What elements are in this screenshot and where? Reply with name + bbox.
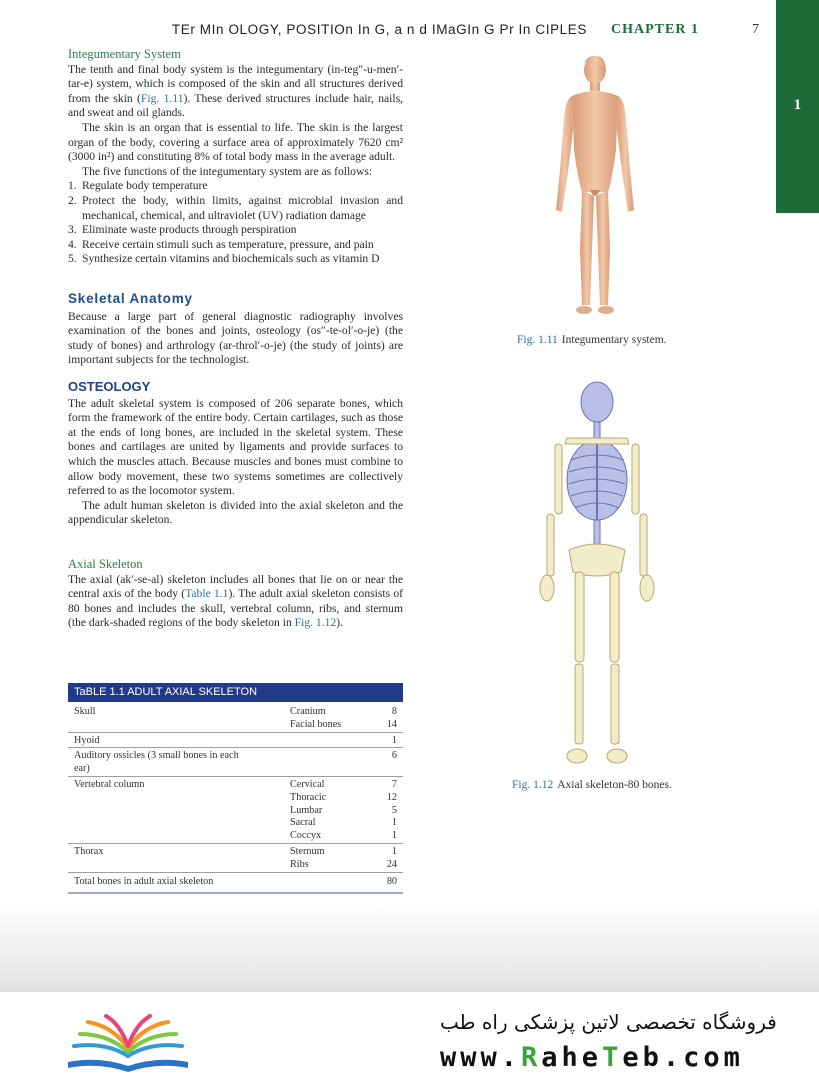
left-femur-shape: [575, 572, 584, 662]
skeletal-paragraph: Because a large part of general diagnostic radiography involves examination of the bones and joints, osteology (os″-te-ol′-o-je) (the study of bones) and arthrology (ar-throl′-o-je) (the study of joints) are important subjects for the technologist.: [68, 309, 403, 367]
skeletal-heading: Skeletal Anatomy: [68, 291, 193, 306]
table-cell: 5: [391, 804, 397, 816]
url-part: T: [602, 1042, 623, 1073]
integumentary-paragraph-3: The five functions of the integumentary system are as follows:: [82, 164, 373, 178]
table-cell: Thorax: [68, 843, 284, 858]
osteology-paragraph-1: The adult skeletal system is composed of 206 separate bones, which form the framework of the entire body. Certain cartilages, such as those at the ends of long bones, are included in the skeletal system. These bones and cartilages are united by ligaments and provide surfaces to which the muscles attach. Because muscles and bones must combine to allow body movement, these two systems sometimes are collectively referred to as the locomotor system.: [68, 396, 403, 498]
neck-shape: [590, 82, 600, 91]
left-foot-shape: [576, 306, 592, 314]
url-part: R: [521, 1042, 542, 1073]
list-text: Eliminate waste products through perspiration: [82, 223, 297, 237]
text-run: The axial (ak′-se-al) skeleton includes all bones that lie on or near the central axis of the body (: [68, 572, 403, 601]
table-cell: Sacral: [290, 817, 316, 829]
integumentary-figure: [540, 50, 650, 325]
right-hand-shape: [640, 575, 654, 601]
axial-skeleton-table: [68, 683, 403, 894]
right-humerus-shape: [632, 444, 639, 514]
right-foot-shape: [598, 306, 614, 314]
right-tibia-shape: [611, 664, 619, 744]
table-body: [68, 702, 403, 894]
right-leg-shape: [596, 190, 610, 305]
figure-caption-text: Integumentary system.: [561, 334, 667, 346]
table-row: [68, 706, 403, 719]
fig-1-12-caption: [512, 779, 672, 791]
integumentary-paragraph-1: [68, 63, 403, 121]
table-cell: 14: [386, 718, 397, 730]
left-tibia-shape: [575, 664, 583, 744]
table-row: [68, 748, 403, 777]
table-cell: Coccyx: [290, 830, 322, 842]
left-leg-shape: [580, 190, 594, 305]
store-url[interactable]: [440, 1042, 744, 1073]
figure-label: Fig. 1.12: [512, 779, 554, 791]
table-cell: Sternum: [284, 843, 357, 858]
table-row: [68, 843, 403, 858]
store-name: فروشگاه تخصصی لاتین پزشکی راه طب: [440, 1010, 777, 1034]
right-femur-shape: [610, 572, 619, 662]
right-foot-bones-shape: [607, 749, 627, 763]
osteology-heading: OSTEOLOGY: [68, 379, 151, 394]
cervical-spine-shape: [594, 422, 600, 440]
table-cell: Vertebral column: [68, 776, 284, 791]
list-item: [68, 194, 403, 223]
text-run: ).: [336, 616, 343, 630]
url-part: eb.com: [622, 1042, 744, 1073]
table-cell: 1: [391, 817, 397, 829]
fig-1-11-link[interactable]: Fig. 1.11: [140, 91, 184, 105]
left-forearm-shape: [547, 514, 554, 576]
osteology-paragraph-2: The adult human skeleton is divided into the axial skeleton and the appendicular skeleton.: [68, 498, 403, 527]
page-number: 7: [752, 22, 759, 37]
list-number: 1.: [68, 179, 77, 193]
table-cell: 24: [386, 858, 397, 870]
osteology-section: [68, 380, 403, 528]
table-cell: Cranium: [290, 706, 326, 717]
table-cell: 7: [357, 776, 403, 791]
skull-shape: [581, 382, 613, 422]
integumentary-paragraph-2: The skin is an organ that is essential to life. The skin is the largest organ of the body, covering a surface area of approximately 7620 cm² (3000 in²) and constituting 8% of total body mass in the average adult.: [68, 120, 403, 164]
list-item: [68, 179, 403, 194]
right-forearm-shape: [640, 514, 647, 576]
table-cell: 1: [357, 732, 403, 748]
list-item: [68, 252, 403, 267]
table-cell: Facial bones: [290, 718, 342, 730]
table-cell: Lumbar: [290, 804, 323, 816]
torso-shape: [572, 91, 618, 192]
clavicles-shape: [565, 438, 629, 444]
text-run: The tenth and final body system is the integumentary (in-teg″-u-men′-tar-e) system, which is composed of the skin and all structures derived from the skin (: [68, 62, 403, 105]
left-hand-shape: [540, 575, 554, 601]
list-number: 3.: [68, 223, 77, 237]
chapter-label: CHAPTER 1: [611, 22, 699, 37]
list-number: 2.: [68, 193, 77, 207]
integumentary-heading: Integumentary System: [68, 47, 181, 61]
table-cell: 8: [391, 706, 397, 717]
table-row: [68, 719, 403, 732]
table-cell: 6: [357, 748, 403, 777]
table-total-row: [68, 872, 403, 893]
url-part: ahe: [541, 1042, 603, 1073]
chapter-tab-number: 1: [793, 97, 802, 113]
axial-paragraph: [68, 573, 403, 631]
right-arm-shape: [617, 96, 634, 212]
figure-label: Fig. 1.11: [517, 334, 558, 346]
fig-1-11-caption: [517, 334, 667, 346]
chapter-tab: [776, 0, 819, 213]
table-row: [68, 805, 403, 818]
table-1-1-link[interactable]: Table 1.1: [185, 587, 229, 601]
skeleton-figure: [525, 380, 670, 772]
left-arm-shape: [556, 96, 573, 212]
table-cell: Total bones in adult axial skeleton: [68, 872, 357, 893]
table-row: [68, 776, 403, 791]
text-run: ). These derived structures include hair, nails, and sweat and oil glands.: [68, 91, 404, 120]
table-cell: Ribs: [290, 858, 309, 870]
left-humerus-shape: [555, 444, 562, 514]
table-cell: Skull: [74, 706, 96, 717]
list-item: [68, 223, 403, 238]
table-cell: Cervical: [284, 776, 357, 791]
list-number: 4.: [68, 237, 77, 251]
table-row: [68, 792, 403, 805]
table-cell: 12: [386, 791, 397, 803]
running-title: TEr MIn OLOGY, POSITIOn In G, a n d IMaGIn G Pr In CIPLES: [171, 22, 587, 37]
table-cell: Auditory ossicles (3 small bones in each ear): [68, 748, 284, 777]
integumentary-section: [68, 47, 403, 267]
list-number: 5.: [68, 252, 77, 266]
table-cell: Thoracic: [290, 791, 327, 803]
table-cell: 1: [391, 830, 397, 842]
figure-caption-text: Axial skeleton-80 bones.: [557, 779, 672, 791]
skeletal-section: [68, 292, 403, 368]
list-text: Synthesize certain vitamins and biochemicals such as vitamin D: [82, 252, 380, 266]
list-item: [68, 238, 403, 253]
book-logo-icon: [66, 1012, 190, 1072]
table-cell: 80: [357, 872, 403, 893]
functions-list: [68, 179, 403, 267]
text-run: ). The adult axial skeleton consists of 80 bones and includes the skull, vertebral column, ribs, and sternum (the dark-shaded regions of the body skeleton in: [68, 587, 403, 630]
table-row: [68, 817, 403, 830]
head-shape: [584, 56, 606, 84]
axial-heading: Axial Skeleton: [68, 557, 143, 571]
url-part: www.: [440, 1042, 522, 1073]
left-foot-bones-shape: [567, 749, 587, 763]
list-text: Receive certain stimuli such as temperature, pressure, and pain: [82, 237, 374, 251]
list-text: Regulate body temperature: [82, 179, 208, 193]
table-cell: [284, 732, 357, 748]
table-cell: [284, 748, 357, 777]
table-cell: Hyoid: [68, 732, 284, 748]
table-title: TaBLE 1.1 ADULT AXIAL SKELETON: [68, 683, 403, 702]
pelvis-shape: [569, 544, 625, 576]
fig-1-12-link[interactable]: Fig. 1.12: [294, 616, 337, 630]
axial-section: [68, 557, 403, 631]
table-cell: 1: [357, 843, 403, 858]
table-row: [68, 732, 403, 748]
table-row: [68, 859, 403, 872]
table-row: [68, 830, 403, 843]
list-text: Protect the body, within limits, against microbial invasion and mechanical, chemical, and ultraviolet (UV) radiation damage: [82, 193, 403, 222]
